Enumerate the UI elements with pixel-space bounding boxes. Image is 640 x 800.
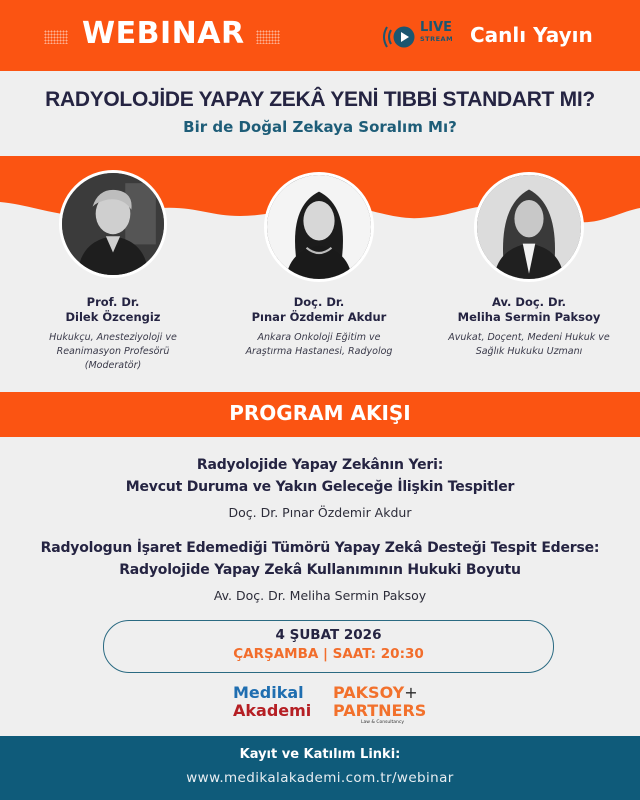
talk-1-title bbox=[0, 454, 640, 498]
dots-decoration-right bbox=[256, 30, 280, 44]
speaker-card-2 bbox=[214, 295, 424, 359]
plus-icon: + bbox=[404, 683, 418, 702]
speaker-name: Meliha Sermin Paksoy bbox=[457, 310, 601, 324]
logo-text-paksoy bbox=[333, 684, 426, 702]
event-date: 4 ŞUBAT 2026 bbox=[275, 627, 382, 643]
live-stream-text bbox=[420, 21, 453, 43]
speaker-desc-line: Reanimasyon Profesörü bbox=[56, 346, 170, 357]
speaker-name: Pınar Özdemir Akdur bbox=[251, 310, 387, 324]
talk-title-line: Radyolojide Yapay Zekânın Yeri: bbox=[196, 457, 444, 473]
date-time-box bbox=[103, 620, 554, 673]
speaker-description bbox=[214, 331, 424, 359]
medikal-akademi-logo bbox=[233, 684, 311, 720]
dots-decoration-left bbox=[44, 30, 68, 44]
speaker-description bbox=[424, 331, 634, 359]
speaker-title: Av. Doç. Dr. bbox=[491, 295, 566, 309]
speaker-desc-line: Araştırma Hastanesi, Radyolog bbox=[245, 346, 393, 357]
speaker-title: Doç. Dr. bbox=[293, 295, 345, 309]
live-stream-play-icon bbox=[378, 21, 422, 53]
talk-title-line: Radyolojide Yapay Zekâ Kullanımının Hukuki Boyutu bbox=[119, 562, 521, 578]
speaker-card-3 bbox=[424, 295, 634, 359]
speaker-card-1 bbox=[8, 295, 218, 373]
logo-text-partners: PARTNERS bbox=[333, 701, 427, 720]
speaker-desc-line: (Moderatör) bbox=[84, 360, 142, 371]
speaker-photo-2 bbox=[264, 172, 374, 282]
talk-title-line: Radyologun İşaret Edemediği Tümörü Yapay Zekâ Desteği Tespit Ederse: bbox=[40, 540, 600, 556]
logo-text-medikal: Medikal bbox=[233, 683, 304, 702]
speaker-name: Dilek Özcengiz bbox=[65, 310, 161, 324]
talk-2-speaker: Av. Doç. Dr. Meliha Sermin Paksoy bbox=[213, 588, 427, 603]
registration-label: Kayıt ve Katılım Linki: bbox=[239, 747, 401, 762]
speaker-photo-3 bbox=[474, 172, 584, 282]
speaker-title: Prof. Dr. bbox=[86, 295, 140, 309]
speaker-desc-line: Avukat, Doçent, Medeni Hukuk ve bbox=[448, 332, 610, 343]
logo-text-akademi: Akademi bbox=[233, 701, 312, 720]
speaker-desc-line: Sağlık Hukuku Uzmanı bbox=[475, 346, 583, 357]
webinar-title: WEBINAR bbox=[82, 16, 245, 51]
live-label: LIVE bbox=[420, 20, 453, 35]
program-heading: PROGRAM AKIŞI bbox=[229, 401, 411, 425]
event-subheadline: Bir de Doğal Zekaya Soralım Mı? bbox=[183, 118, 457, 136]
talk-2-title bbox=[0, 537, 640, 581]
event-day-time: ÇARŞAMBA | SAAT: 20:30 bbox=[233, 646, 424, 662]
logo-tagline: Law & Consultancy bbox=[361, 720, 405, 725]
speaker-description bbox=[8, 331, 218, 373]
event-headline: RADYOLOJİDE YAPAY ZEKÂ YENİ TIBBİ STANDART MI? bbox=[45, 88, 595, 111]
paksoy-word: PAKSOY bbox=[333, 683, 405, 702]
footer-bar bbox=[0, 736, 640, 800]
stream-label: STREAM bbox=[420, 35, 454, 43]
registration-link[interactable]: www.medikalakademi.com.tr/webinar bbox=[186, 770, 454, 786]
speaker-photo-1 bbox=[59, 170, 167, 278]
paksoy-partners-logo bbox=[333, 684, 426, 726]
speaker-desc-line: Hukukçu, Anesteziyoloji ve bbox=[49, 332, 177, 343]
talk-title-line: Mevcut Duruma ve Yakın Geleceğe İlişkin Tespitler bbox=[125, 479, 515, 495]
speaker-desc-line: Ankara Onkoloji Eğitim ve bbox=[257, 332, 381, 343]
talk-1-speaker: Doç. Dr. Pınar Özdemir Akdur bbox=[228, 505, 412, 520]
live-broadcast-label: Canlı Yayın bbox=[470, 23, 593, 47]
